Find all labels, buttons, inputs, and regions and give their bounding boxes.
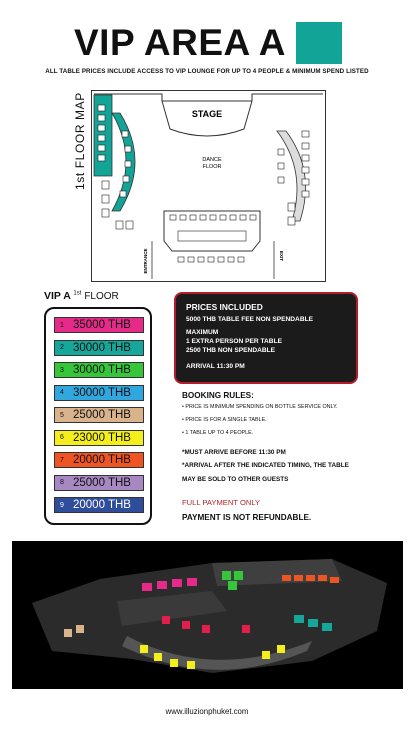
price-row-2 bbox=[54, 340, 144, 356]
header-subtitle: ALL TABLE PRICES INCLUDE ACCESS TO VIP LOUNGE FOR UP TO 4 PEOPLE & MINIMUM SPEND LISTED bbox=[45, 68, 369, 75]
table-price: 25000 THB bbox=[73, 476, 131, 489]
dance-floor-label-2: FLOOR bbox=[202, 164, 222, 170]
dance-floor-label: DANCE bbox=[202, 157, 222, 163]
exit-label: EXIT bbox=[279, 250, 284, 262]
price-row-9 bbox=[54, 497, 144, 513]
price-list-heading: VIP A $^{1st}$ FLOOR bbox=[44, 290, 119, 302]
table-price: 30000 THB bbox=[73, 364, 131, 376]
venue-3d-drawing bbox=[12, 541, 403, 689]
page-title: VIP AREA A bbox=[74, 22, 286, 63]
website-url[interactable]: www.illuzionphuket.com bbox=[165, 707, 249, 716]
full-payment-note: FULL PAYMENT ONLY bbox=[182, 498, 261, 507]
table-price: 25000 THB bbox=[73, 409, 131, 421]
table-price: 23000 THB bbox=[73, 431, 131, 444]
table-number: 9 bbox=[60, 501, 64, 509]
stage-label: STAGE bbox=[191, 109, 223, 119]
prices-included-title: PRICES INCLUDED bbox=[186, 302, 263, 312]
table-price: 20000 THB bbox=[73, 499, 131, 511]
table-price: 30000 THB bbox=[73, 386, 131, 399]
table-number: 7 bbox=[60, 456, 64, 464]
table-number: 1 bbox=[60, 321, 64, 329]
booking-rules-title: BOOKING RULES: bbox=[182, 391, 254, 400]
late-arrival-note-2: MAY BE SOLD TO OTHER GUESTS bbox=[182, 476, 289, 483]
floor-map-drawing bbox=[92, 91, 325, 281]
booking-rule: • PRICE IS FOR A SINGLE TABLE. bbox=[182, 417, 267, 423]
arrival-note: *MUST ARRIVE BEFORE 11:30 PM bbox=[182, 449, 286, 456]
table-number: 6 bbox=[60, 434, 64, 441]
table-price: 30000 THB bbox=[73, 341, 131, 354]
table-number: 8 bbox=[60, 479, 64, 486]
table-number: 5 bbox=[60, 411, 64, 419]
floor-map-side-label: 1st FLOOR MAP bbox=[73, 92, 87, 190]
price-row-3 bbox=[54, 362, 144, 378]
booking-rule: • 1 TABLE UP TO 4 PEOPLE. bbox=[182, 430, 254, 436]
price-row-7 bbox=[54, 452, 144, 468]
prices-included-arrival: ARRIVAL 11:30 PM bbox=[186, 363, 245, 370]
title-color-swatch bbox=[296, 22, 342, 64]
price-row-5 bbox=[54, 407, 144, 423]
table-number: 3 bbox=[60, 366, 64, 374]
prices-included-line: 5000 THB TABLE FEE NON SPENDABLE bbox=[186, 316, 314, 323]
refund-note: PAYMENT IS NOT REFUNDABLE. bbox=[182, 513, 312, 522]
price-row-1 bbox=[54, 317, 144, 333]
prices-included-line: 1 EXTRA PERSON PER TABLE bbox=[186, 338, 282, 345]
prices-included-line: 2500 THB NON SPENDABLE bbox=[186, 347, 276, 354]
floor-map bbox=[91, 90, 326, 282]
entrance-label: ENTRANCE bbox=[143, 248, 148, 274]
booking-rule: • PRICE IS MINIMUM SPENDING ON BOTTLE SERVICE ONLY. bbox=[182, 404, 338, 410]
table-price: 35000 THB bbox=[73, 319, 131, 331]
prices-included-line: MAXIMUM bbox=[186, 329, 219, 336]
price-row-6 bbox=[54, 430, 144, 446]
price-row-8 bbox=[54, 475, 144, 491]
table-price: 20000 THB bbox=[73, 454, 131, 466]
late-arrival-note: *ARRIVAL AFTER THE INDICATED TIMING, THE TABLE bbox=[182, 462, 349, 469]
prices-included-box bbox=[174, 292, 358, 384]
price-list-box bbox=[44, 307, 152, 525]
table-number: 2 bbox=[60, 344, 64, 351]
price-row-4 bbox=[54, 385, 144, 401]
table-number: 4 bbox=[60, 389, 64, 396]
venue-3d-render bbox=[12, 541, 403, 689]
